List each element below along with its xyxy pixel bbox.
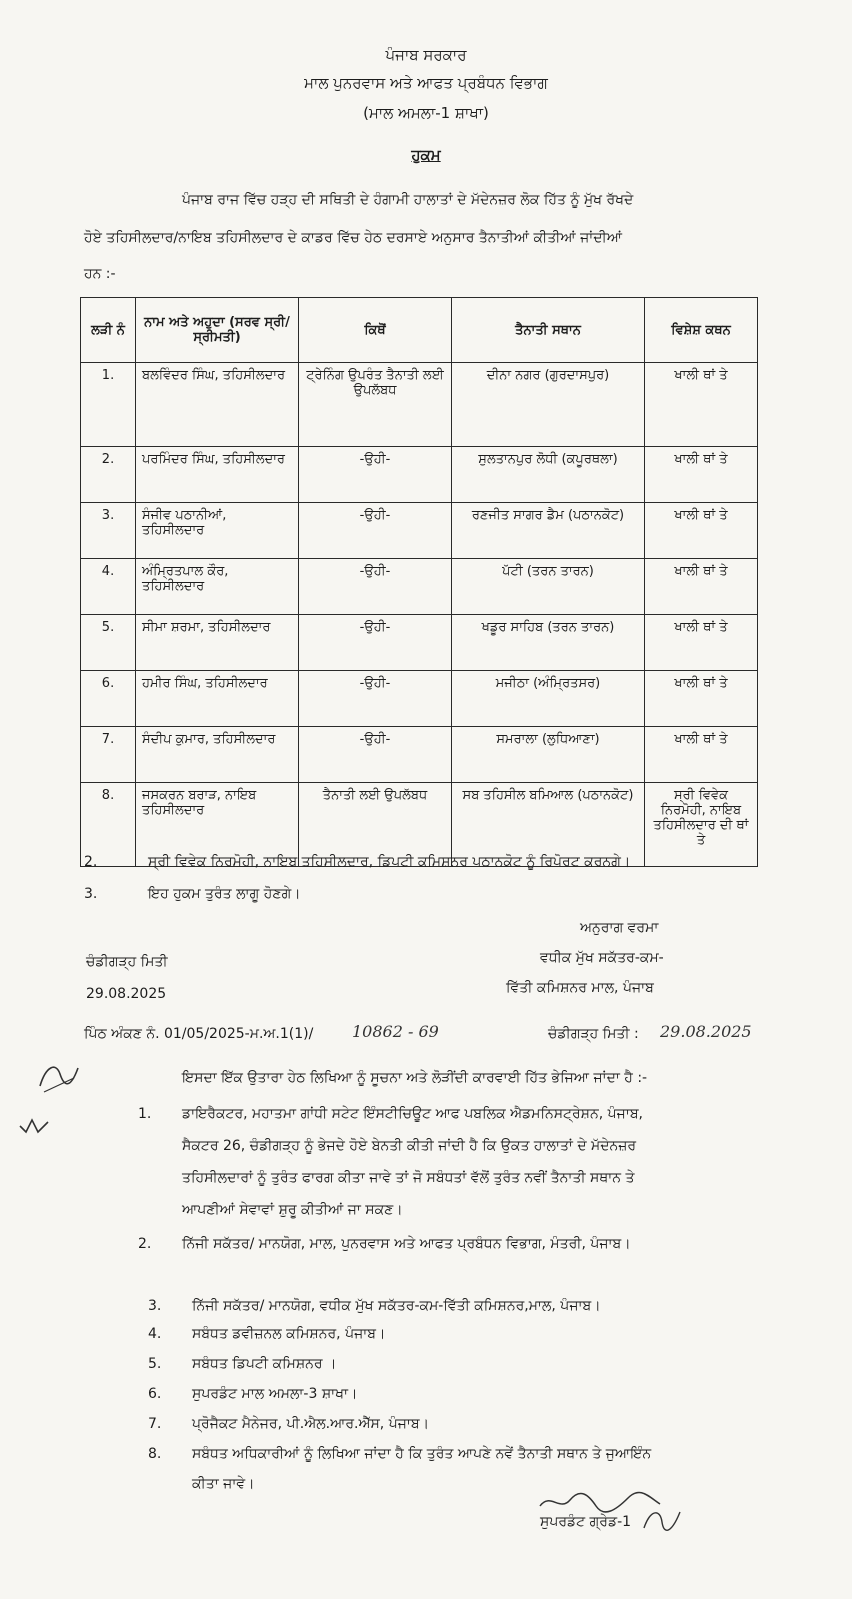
row-name: ਪਰਮਿੰਦਰ ਸਿੰਘ, ਤਹਿਸੀਲਦਾਰ [136,447,299,503]
copy-1-line-3: ਤਹਿਸੀਲਦਾਰਾਂ ਨੂੰ ਤੁਰੰਤ ਫਾਰਗ ਕੀਤਾ ਜਾਵੇ ਤਾਂ ਜੋ ਸਬੰਧਤਾਂ ਵੱਲੋਂ ਤੁਰੰਤ ਨਵੀਂ ਤੈਨਾਤੀ ਸਥਾਨ ਤੇ [182,1170,635,1186]
row-name: ਸੰਦੀਪ ਕੁਮਾਰ, ਤਹਿਸੀਲਦਾਰ [136,727,299,783]
posting-table [80,297,758,867]
point-3-number: 3. [84,886,98,902]
margin-initials-mark [34,1056,86,1100]
copy-7-number: 7. [148,1416,162,1432]
header-name: ਨਾਮ ਅਤੇ ਅਹੁਦਾ (ਸਰਵ ਸ੍ਰੀ/ਸ੍ਰੀਮਤੀ) [136,298,299,363]
row-remarks: ਖਾਲੀ ਥਾਂ ਤੇ [645,727,758,783]
copy-1-line-4: ਆਪਣੀਆਂ ਸੇਵਾਵਾਂ ਸ਼ੁਰੂ ਕੀਤੀਆਂ ਜਾ ਸਕਣ। [182,1202,403,1218]
header-from: ਕਿਥੋਂ [299,298,452,363]
table-row [81,503,758,559]
copy-4-line-1: ਸਬੰਧਤ ਡਵੀਜ਼ਨਲ ਕਮਿਸ਼ਨਰ, ਪੰਜਾਬ। [192,1326,386,1342]
copy-intro: ਇਸਦਾ ਇੱਕ ਉਤਾਰਾ ਹੇਠ ਲਿਖਿਆ ਨੂੰ ਸੂਚਨਾ ਅਤੇ ਲੋੜੀਂਦੀ ਕਾਰਵਾਈ ਹਿੱਤ ਭੇਜਿਆ ਜਾਂਦਾ ਹੈ :- [182,1070,648,1086]
footer-initials-mark [640,1502,684,1538]
row-from: -ਉਹੀ- [299,615,452,671]
row-posting: ਖਡੂਰ ਸਾਹਿਬ (ਤਰਨ ਤਾਰਨ) [452,615,645,671]
row-serial: 8. [81,783,136,867]
intro-line-2: ਹੋਏ ਤਹਿਸੀਲਦਾਰ/ਨਾਇਬ ਤਹਿਸੀਲਦਾਰ ਦੇ ਕਾਡਰ ਵਿੱਚ ਹੇਠ ਦਰਸਾਏ ਅਨੁਸਾਰ ਤੈਨਾਤੀਆਂ ਕੀਤੀਆਂ ਜਾਂਦੀਆਂ [84,230,622,246]
copy-8-line-2: ਕੀਤਾ ਜਾਵੇ। [192,1476,255,1492]
table-row [81,363,758,447]
margin-tick-mark [18,1116,52,1136]
row-serial: 4. [81,559,136,615]
endorsement-label: ਪਿੰਠ ਅੰਕਣ ਨੰ. 01/05/2025-ਮ.ਅ.1(1)/ [84,1026,314,1042]
row-posting: ਦੀਨਾ ਨਗਰ (ਗੁਰਦਾਸਪੁਰ) [452,363,645,447]
header-remarks: ਵਿਸ਼ੇਸ਼ ਕਥਨ [645,298,758,363]
row-from: -ਉਹੀ- [299,503,452,559]
copy-7-line-1: ਪ੍ਰੋਜੈਕਟ ਮੈਨੇਜਰ, ਪੀ.ਐਲ.ਆਰ.ਐੱਸ, ਪੰਜਾਬ। [192,1416,430,1432]
signatory-name: ਅਨੁਰਾਗ ਵਰਮਾ [580,920,659,936]
table-row [81,615,758,671]
order-title: ਹੁਕਮ [411,146,441,164]
copy-6-number: 6. [148,1386,162,1402]
copy-2-line-1: ਨਿੱਜੀ ਸਕੱਤਰ/ ਮਾਨਯੋਗ, ਮਾਲ, ਪੁਨਰਵਾਸ ਅਤੇ ਆਫਤ ਪ੍ਰਬੰਧਨ ਵਿਭਾਗ, ਮੰਤਰੀ, ਪੰਜਾਬ। [182,1236,631,1252]
copy-5-line-1: ਸਬੰਧਤ ਡਿਪਟੀ ਕਮਿਸ਼ਨਰ । [192,1356,337,1372]
department-name: ਮਾਲ ਪੁਨਰਵਾਸ ਅਤੇ ਆਫਤ ਪ੍ਰਬੰਧਨ ਵਿਭਾਗ [304,74,548,92]
copy-2-number: 2. [138,1236,152,1252]
row-from: -ਉਹੀ- [299,727,452,783]
row-name: ਸੀਮਾ ਸ਼ਰਮਾ, ਤਹਿਸੀਲਦਾਰ [136,615,299,671]
row-remarks: ਖਾਲੀ ਥਾਂ ਤੇ [645,671,758,727]
row-from: ਟ੍ਰੇਨਿੰਗ ਉਪਰੰਤ ਤੈਨਾਤੀ ਲਈ ਉਪਲੱਬਧ [299,363,452,447]
row-name: ਅੰਮ੍ਰਿਤਪਾਲ ਕੌਰ, ਤਹਿਸੀਲਦਾਰ [136,559,299,615]
point-2-text: ਸ੍ਰੀ ਵਿਵੇਕ ਨਿਰਮੋਹੀ, ਨਾਇਬ ਤਹਿਸੀਲਦਾਰ, ਡਿਪਟੀ ਕਮਿਸ਼ਨਰ ਪਠਾਨਕੋਟ ਨੂੰ ਰਿਪੋਰਟ ਕਰਨਗੇ। [148,854,631,870]
copy-6-line-1: ਸੁਪਰਡੰਟ ਮਾਲ ਅਮਲਾ-3 ਸ਼ਾਖਾ। [192,1386,358,1402]
superintendent-title: ਸੁਪਰਡੰਟ ਗ੍ਰੇਡ-1 [540,1514,632,1530]
row-from: -ਉਹੀ- [299,447,452,503]
copy-4-number: 4. [148,1326,162,1342]
row-remarks: ਸ੍ਰੀ ਵਿਵੇਕ ਨਿਰਮੋਹੀ, ਨਾਇਬ ਤਹਿਸੀਲਦਾਰ ਦੀ ਥਾਂ ਤੇ [645,783,758,867]
point-2-number: 2. [84,854,98,870]
point-3-text: ਇਹ ਹੁਕਮ ਤੁਰੰਤ ਲਾਗੂ ਹੋਣਗੇ। [148,886,301,902]
row-remarks: ਖਾਲੀ ਥਾਂ ਤੇ [645,615,758,671]
table-row [81,559,758,615]
copy-1-line-1: ਡਾਇਰੈਕਟਰ, ਮਹਾਤਮਾ ਗਾਂਧੀ ਸਟੇਟ ਇੰਸਟੀਚਿਊਟ ਆਫ ਪਬਲਿਕ ਐਡਮਨਿਸਟ੍ਰੇਸ਼ਨ, ਪੰਜਾਬ, [182,1106,644,1122]
intro-line-1: ਪੰਜਾਬ ਰਾਜ ਵਿੱਚ ਹੜ੍ਹ ਦੀ ਸਥਿਤੀ ਦੇ ਹੰਗਾਮੀ ਹਾਲਾਤਾਂ ਦੇ ਮੱਦੇਨਜ਼ਰ ਲੋਕ ਹਿੱਤ ਨੂੰ ਮੁੱਖ ਰੱਖਦੇ [182,192,634,208]
table-row [81,727,758,783]
row-name: ਸੰਜੀਵ ਪਠਾਨੀਆਂ, ਤਹਿਸੀਲਦਾਰ [136,503,299,559]
table-header-row [81,298,758,363]
row-serial: 7. [81,727,136,783]
row-from: ਤੈਨਾਤੀ ਲਈ ਉਪਲੱਬਧ [299,783,452,867]
row-serial: 3. [81,503,136,559]
row-name: ਬਲਵਿੰਦਰ ਸਿੰਘ, ਤਹਿਸੀਲਦਾਰ [136,363,299,447]
endorsement-date-label: ਚੰਡੀਗੜ੍ਹ ਮਿਤੀ : [548,1026,639,1042]
place-date-label: ਚੰਡੀਗੜ੍ਹ ਮਿਤੀ [86,954,168,970]
row-name: ਹਮੀਰ ਸਿੰਘ, ਤਹਿਸੀਲਦਾਰ [136,671,299,727]
row-name: ਜਸਕਰਨ ਬਰਾੜ, ਨਾਇਬ ਤਹਿਸੀਲਦਾਰ [136,783,299,867]
row-serial: 2. [81,447,136,503]
order-date: 29.08.2025 [86,986,167,1002]
copy-8-number: 8. [148,1446,162,1462]
row-serial: 5. [81,615,136,671]
table-row [81,671,758,727]
row-remarks: ਖਾਲੀ ਥਾਂ ਤੇ [645,503,758,559]
row-posting: ਸੁਲਤਾਨਪੁਰ ਲੋਧੀ (ਕਪੂਰਥਲਾ) [452,447,645,503]
row-posting: ਸਮਰਾਲਾ (ਲੁਧਿਆਣਾ) [452,727,645,783]
row-serial: 1. [81,363,136,447]
endorsement-number-handwritten: 10862 - 69 [352,1022,439,1041]
row-posting: ਰਣਜੀਤ ਸਾਗਰ ਡੈਮ (ਪਠਾਨਕੋਟ) [452,503,645,559]
signatory-title-2: ਵਿੱਤੀ ਕਮਿਸ਼ਨਰ ਮਾਲ, ਪੰਜਾਬ [506,980,654,996]
row-from: -ਉਹੀ- [299,559,452,615]
endorsement-date-handwritten: 29.08.2025 [660,1022,752,1041]
row-posting: ਪੱਟੀ (ਤਰਨ ਤਾਰਨ) [452,559,645,615]
row-from: -ਉਹੀ- [299,671,452,727]
copy-3-line-1: ਨਿੱਜੀ ਸਕੱਤਰ/ ਮਾਨਯੋਗ, ਵਧੀਕ ਮੁੱਖ ਸਕੱਤਰ-ਕਮ-ਵਿੱਤੀ ਕਮਿਸ਼ਨਰ,ਮਾਲ, ਪੰਜਾਬ। [192,1298,601,1314]
row-remarks: ਖਾਲੀ ਥਾਂ ਤੇ [645,363,758,447]
table-row [81,447,758,503]
copy-3-number: 3. [148,1298,162,1314]
signatory-title-1: ਵਧੀਕ ਮੁੱਖ ਸਕੱਤਰ-ਕਮ- [540,950,664,966]
copy-5-number: 5. [148,1356,162,1372]
copy-1-number: 1. [138,1106,152,1122]
copy-1-line-2: ਸੈਕਟਰ 26, ਚੰਡੀਗੜ੍ਹ ਨੂੰ ਭੇਜਦੇ ਹੋਏ ਬੇਨਤੀ ਕੀਤੀ ਜਾਂਦੀ ਹੈ ਕਿ ਉਕਤ ਹਾਲਾਤਾਂ ਦੇ ਮੱਦੇਨਜ਼ਰ [182,1138,637,1154]
header-serial: ਲੜੀ ਨੰ [81,298,136,363]
header-posting: ਤੈਨਾਤੀ ਸਥਾਨ [452,298,645,363]
government-name: ਪੰਜਾਬ ਸਰਕਾਰ [385,46,467,64]
row-posting: ਸਬ ਤਹਿਸੀਲ ਬਮਿਆਲ (ਪਠਾਨਕੋਟ) [452,783,645,867]
row-posting: ਮਜੀਠਾ (ਅੰਮ੍ਰਿਤਸਰ) [452,671,645,727]
copy-8-line-1: ਸਬੰਧਤ ਅਧਿਕਾਰੀਆਂ ਨੂੰ ਲਿਖਿਆ ਜਾਂਦਾ ਹੈ ਕਿ ਤੁਰੰਤ ਆਪਣੇ ਨਵੇਂ ਤੈਨਾਤੀ ਸਥਾਨ ਤੇ ਜੁਆਇੰਨ [192,1446,652,1462]
branch-name: (ਮਾਲ ਅਮਲਾ-1 ਸ਼ਾਖਾ) [363,104,489,122]
row-serial: 6. [81,671,136,727]
row-remarks: ਖਾਲੀ ਥਾਂ ਤੇ [645,559,758,615]
intro-line-3: ਹਨ :- [84,266,116,282]
row-remarks: ਖਾਲੀ ਥਾਂ ਤੇ [645,447,758,503]
